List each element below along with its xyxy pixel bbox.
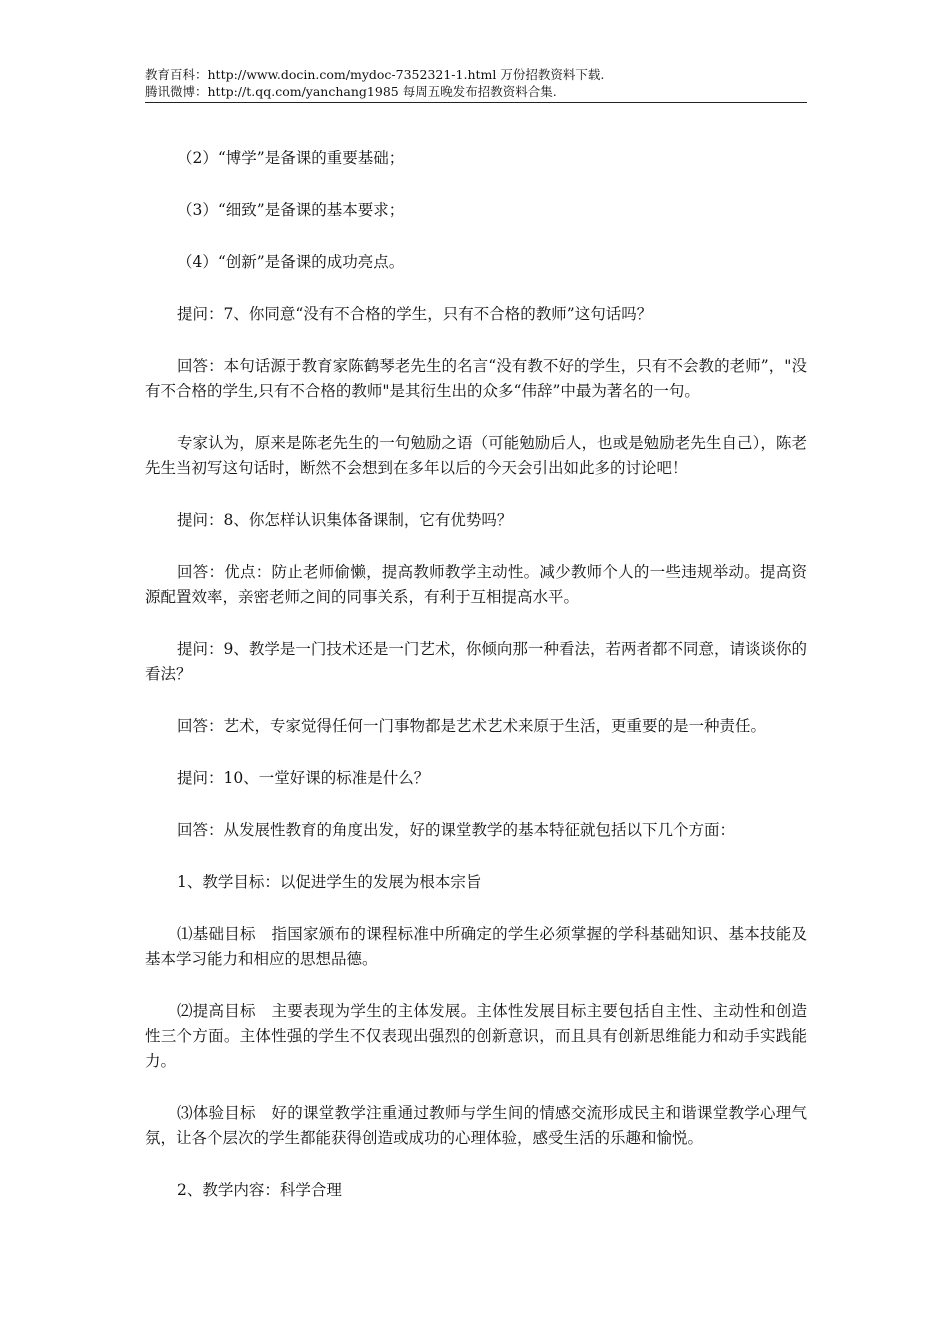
header-line-docin: 教育百科：http://www.docin.com/mydoc-7352321-1.html 万份招教资料下载.: [145, 67, 605, 82]
paragraph: （4）“创新”是备课的成功亮点。: [177, 253, 405, 271]
list-item: ⑵提高目标 主要表现为学生的主体发展。主体性发展目标主要包括自主性、主动性和创造性三个方面。主体性强的学生不仅表现出强烈的创新意识，而且具有创新思维能力和动手实践能力。: [145, 1002, 807, 1070]
answer-paragraph: 回答：艺术，专家觉得任何一门事物都是艺术艺术来原于生活，更重要的是一种责任。: [177, 717, 767, 735]
answer-paragraph: 回答：优点：防止老师偷懒，提高教师教学主动性。减少教师个人的一些违规举动。提高资源配置效率，亲密老师之间的同事关系，有利于互相提高水平。: [145, 563, 807, 606]
answer-paragraph: 回答：本句话源于教育家陈鹤琴老先生的名言“没有教不好的学生，只有不会教的老师”，"没有不合格的学生,只有不合格的教师"是其衍生出的众多“伟辞”中最为著名的一句。: [145, 357, 807, 400]
paragraph: 专家认为，原来是陈老先生的一句勉励之语（可能勉励后人，也或是勉励老先生自己），陈老先生当初写这句话时，断然不会想到在多年以后的今天会引出如此多的讨论吧！: [145, 434, 807, 477]
document-body: [145, 146, 807, 1230]
section-heading: 1、教学目标：以促进学生的发展为根本宗旨: [177, 873, 482, 891]
question-paragraph: 提问：8、你怎样认识集体备课制，它有优势吗？: [177, 511, 513, 529]
question-paragraph: 提问：7、你同意“没有不合格的学生，只有不合格的教师”这句话吗？: [177, 305, 653, 323]
list-item: ⑶体验目标 好的课堂教学注重通过教师与学生间的情感交流形成民主和谐课堂教学心理气氛，让各个层次的学生都能获得创造或成功的心理体验，感受生活的乐趣和愉悦。: [145, 1104, 807, 1147]
paragraph: （3）“细致”是备课的基本要求；: [177, 201, 405, 219]
section-heading: 2、教学内容：科学合理: [177, 1181, 342, 1199]
question-paragraph: 提问：9、教学是一门技术还是一门艺术，你倾向那一种看法，若两者都不同意，请谈谈你的看法？: [145, 640, 807, 683]
list-item: ⑴基础目标 指国家颁布的课程标准中所确定的学生必须掌握的学科基础知识、基本技能及基本学习能力和相应的思想品德。: [145, 925, 807, 968]
header-line-weibo: 腾讯微博：http://t.qq.com/yanchang1985 每周五晚发布招教资料合集.: [145, 84, 557, 99]
paragraph: （2）“博学”是备课的重要基础；: [177, 149, 405, 167]
page-header: [145, 66, 807, 103]
question-paragraph: 提问：10、一堂好课的标准是什么？: [177, 769, 430, 787]
answer-paragraph: 回答：从发展性教育的角度出发，好的课堂教学的基本特征就包括以下几个方面：: [177, 821, 736, 839]
